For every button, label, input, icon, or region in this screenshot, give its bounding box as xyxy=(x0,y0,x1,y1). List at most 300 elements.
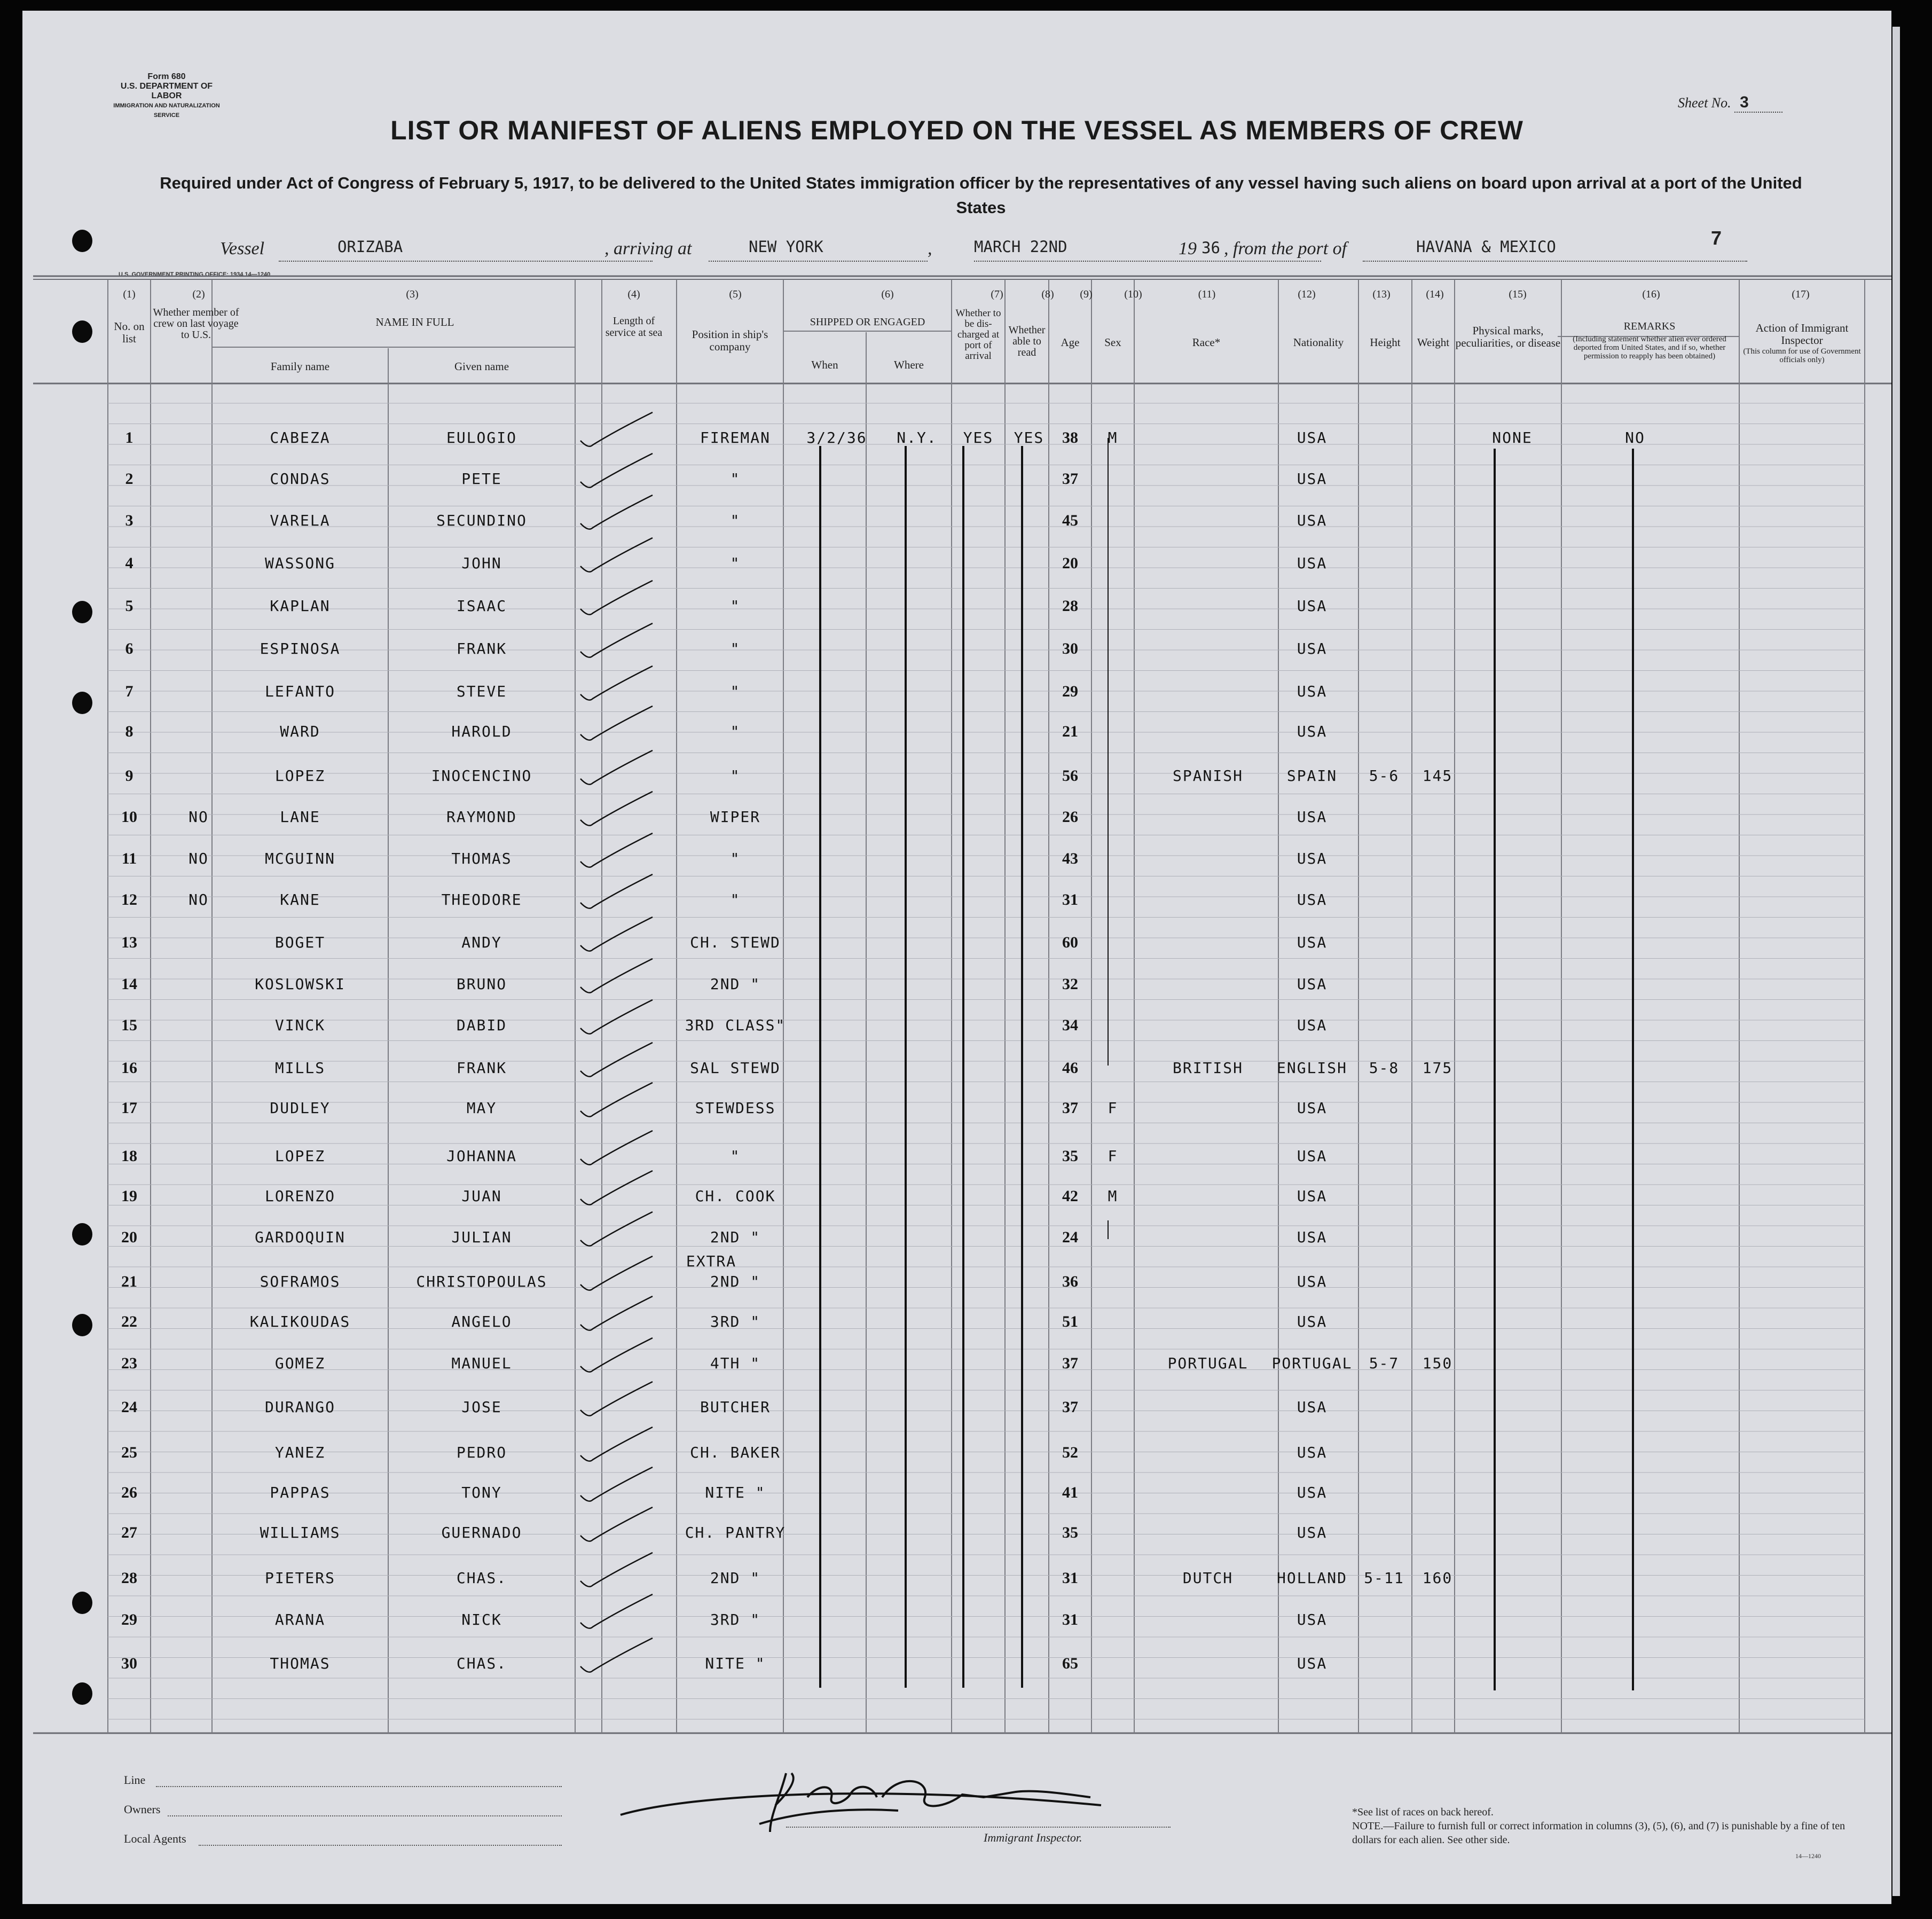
cell-position-note: EXTRA xyxy=(686,1252,737,1270)
cell-position: 2ND " xyxy=(710,975,761,993)
cell-nationality: USA xyxy=(1297,1655,1328,1672)
cell-given-name: ANGELO xyxy=(451,1313,512,1330)
cell-family-name: DURANGO xyxy=(264,1398,335,1416)
colnum-7: (7) xyxy=(991,288,1003,300)
cell-age: 35 xyxy=(1062,1147,1078,1165)
cell-position: " xyxy=(730,640,741,657)
colnum-1: (1) xyxy=(123,288,136,300)
cell-given-name: THOMAS xyxy=(451,850,512,867)
cell-age: 37 xyxy=(1062,1099,1078,1117)
cell-age: 52 xyxy=(1062,1444,1078,1461)
cell-nationality: USA xyxy=(1297,1016,1328,1034)
cell-position: 2ND " xyxy=(710,1273,761,1290)
cell-position: " xyxy=(730,597,741,615)
cell-given-name: GUERNADO xyxy=(441,1524,522,1541)
table-row xyxy=(22,966,1891,1006)
cell-nationality: SPAIN xyxy=(1286,767,1338,785)
cell-age: 43 xyxy=(1062,850,1078,867)
cell-family-name: LEFANTO xyxy=(264,683,335,700)
cell-age: 41 xyxy=(1062,1484,1078,1501)
table-row xyxy=(22,1138,1891,1178)
cell-age: 36 xyxy=(1062,1273,1078,1290)
cell-age: 46 xyxy=(1062,1059,1078,1077)
year-prefix: 19 xyxy=(1179,239,1197,259)
local-agents-label: Local Agents xyxy=(124,1832,186,1845)
cell-position: " xyxy=(730,850,741,867)
sheet-number-label: Sheet No. xyxy=(1678,95,1731,111)
cell-family-name: WARD xyxy=(280,723,320,740)
cell-family-name: WILLIAMS xyxy=(260,1524,341,1541)
header-shipped-engaged: SHIPPED OR ENGAGED xyxy=(810,316,925,328)
races-note: *See list of races on back hereof. xyxy=(1352,1806,1494,1818)
cell-given-name: ISAAC xyxy=(456,597,507,615)
footnote xyxy=(1352,1805,1859,1847)
cell-age: 21 xyxy=(1062,723,1078,740)
header-weight: Weight xyxy=(1417,336,1450,349)
cell-remarks: NO xyxy=(1625,429,1645,447)
cell-race: DUTCH xyxy=(1182,1569,1234,1587)
cell-family-name: MILLS xyxy=(274,1059,326,1077)
cell-list-number: 30 xyxy=(121,1655,137,1672)
colnum-11: (11) xyxy=(1198,288,1216,300)
cell-given-name: BRUNO xyxy=(456,975,507,993)
cell-family-name: LOPEZ xyxy=(274,767,326,785)
table-row xyxy=(22,419,1891,460)
cell-position: " xyxy=(730,683,741,700)
cell-age: 24 xyxy=(1062,1228,1078,1246)
table-row xyxy=(22,1345,1891,1385)
cell-nationality: HOLLAND xyxy=(1276,1569,1347,1587)
vessel-name: ORIZABA xyxy=(279,238,653,262)
arrival-port: NEW YORK xyxy=(709,238,928,262)
cell-age: 56 xyxy=(1062,767,1078,785)
table-row xyxy=(22,757,1891,798)
table-row xyxy=(22,924,1891,965)
cell-family-name: KAPLAN xyxy=(270,597,331,615)
cell-age: 31 xyxy=(1062,891,1078,908)
cell-list-number: 24 xyxy=(121,1398,137,1416)
table-row xyxy=(22,673,1891,714)
form-code: 14—1240 xyxy=(1795,1852,1821,1860)
cell-last-voyage: NO xyxy=(189,850,209,867)
header-able-to-read: Whether able to read xyxy=(1008,324,1046,358)
cell-age: 28 xyxy=(1062,597,1078,615)
cell-nationality: USA xyxy=(1297,1484,1328,1501)
cell-list-number: 17 xyxy=(121,1099,137,1117)
cell-shipped-where: N.Y. xyxy=(897,429,937,447)
cell-given-name: INOCENCINO xyxy=(431,767,532,785)
cell-list-number: 4 xyxy=(125,554,133,572)
table-row xyxy=(22,1219,1891,1259)
cell-list-number: 19 xyxy=(121,1187,137,1205)
header-shipped-when: When xyxy=(811,358,838,371)
cell-list-number: 5 xyxy=(125,597,133,615)
table-row xyxy=(22,1560,1891,1600)
cell-given-name: JOHN xyxy=(461,554,502,572)
cell-given-name: HAROLD xyxy=(451,723,512,740)
cell-list-number: 3 xyxy=(125,512,133,529)
table-row xyxy=(22,1645,1891,1686)
colnum-2: (2) xyxy=(192,288,205,300)
cell-able-to-read: YES xyxy=(1014,429,1044,447)
cell-position: 3RD " xyxy=(710,1313,761,1330)
cell-list-number: 7 xyxy=(125,683,133,700)
cell-age: 38 xyxy=(1062,429,1078,447)
cell-list-number: 10 xyxy=(121,808,137,826)
cell-position: CH. COOK xyxy=(695,1187,776,1205)
header-sex: Sex xyxy=(1104,336,1121,349)
header-age: Age xyxy=(1061,336,1080,349)
cell-given-name: SECUNDINO xyxy=(436,512,527,529)
cell-position: " xyxy=(730,1147,741,1165)
cell-age: 31 xyxy=(1062,1611,1078,1628)
page-title: LIST OR MANIFEST OF ALIENS EMPLOYED ON THE VESSEL AS MEMBERS OF CREW xyxy=(390,115,1523,145)
cell-family-name: LOPEZ xyxy=(274,1147,326,1165)
cell-family-name: VINCK xyxy=(274,1016,326,1034)
cell-given-name: FRANK xyxy=(456,640,507,657)
cell-nationality: USA xyxy=(1297,429,1328,447)
cell-last-voyage: NO xyxy=(189,891,209,908)
cell-position: CH. PANTRY xyxy=(685,1524,786,1541)
cell-nationality: USA xyxy=(1297,850,1328,867)
cell-list-number: 23 xyxy=(121,1354,137,1372)
cell-position: NITE " xyxy=(705,1484,766,1501)
cell-given-name: DABID xyxy=(456,1016,507,1034)
cell-given-name: MAY xyxy=(466,1099,497,1117)
cell-age: 51 xyxy=(1062,1313,1078,1330)
table-row xyxy=(22,881,1891,922)
header-list-number: No. on list xyxy=(114,320,145,345)
local-agents-field xyxy=(199,1844,562,1846)
cell-age: 37 xyxy=(1062,1354,1078,1372)
inspector-signature-line xyxy=(786,1826,1171,1828)
cell-list-number: 22 xyxy=(121,1313,137,1330)
cell-position: " xyxy=(730,512,741,529)
cell-position: 2ND " xyxy=(710,1228,761,1246)
cell-given-name: FRANK xyxy=(456,1059,507,1077)
cell-given-name: THEODORE xyxy=(441,891,522,908)
colnum-13: (13) xyxy=(1372,288,1391,300)
cell-position: 3RD CLASS" xyxy=(685,1016,786,1034)
cell-weight: 160 xyxy=(1422,1569,1453,1587)
penalty-note: NOTE.—Failure to furnish full or correct information in columns (3), (5), (6), and (7) is punishable by a fine of ten dollars for each alien. See other side. xyxy=(1352,1820,1845,1846)
form-number: Form 680 xyxy=(147,72,186,81)
colnum-10: (10) xyxy=(1124,288,1142,300)
cell-list-number: 15 xyxy=(121,1016,137,1034)
cell-age: 37 xyxy=(1062,470,1078,488)
cell-nationality: USA xyxy=(1297,1228,1328,1246)
cell-family-name: ESPINOSA xyxy=(260,640,341,657)
cell-position: 4TH " xyxy=(710,1354,761,1372)
table-row xyxy=(22,1178,1891,1218)
header-position: Position in ship's company xyxy=(692,328,768,353)
header-length-of-service: Length of service at sea xyxy=(605,315,663,339)
cell-shipped-when: 3/2/36 xyxy=(806,429,867,447)
cell-given-name: JULIAN xyxy=(451,1228,512,1246)
line-label: Line xyxy=(124,1773,146,1787)
cell-position: 3RD " xyxy=(710,1611,761,1628)
cell-given-name: CHAS. xyxy=(456,1655,507,1672)
cell-position: CH. STEWD xyxy=(690,934,781,951)
colnum-4: (4) xyxy=(627,288,640,300)
vessel-label: Vessel xyxy=(220,239,265,259)
cell-given-name: PEDRO xyxy=(456,1444,507,1461)
cell-list-number: 29 xyxy=(121,1611,137,1628)
cell-nationality: USA xyxy=(1297,554,1328,572)
cell-physical-marks: NONE xyxy=(1492,429,1533,447)
colnum-12: (12) xyxy=(1298,288,1316,300)
cell-list-number: 28 xyxy=(121,1569,137,1587)
table-row xyxy=(22,502,1891,543)
voyage-line: Vessel ORIZABA , arriving at NEW YORK , MARCH 22ND 19 36 , from the port of HAVANA & MEXICO xyxy=(220,238,1737,264)
year-suffix: 36 xyxy=(1201,239,1220,257)
header-remarks: REMARKS xyxy=(1623,320,1676,332)
cell-nationality: USA xyxy=(1297,1147,1328,1165)
cell-sex: M xyxy=(1108,1187,1118,1205)
cell-family-name: LANE xyxy=(280,808,320,826)
cell-family-name: MCGUINN xyxy=(264,850,335,867)
cell-height: 5-8 xyxy=(1369,1059,1400,1077)
cell-given-name: JOSE xyxy=(461,1398,502,1416)
cell-nationality: USA xyxy=(1297,1313,1328,1330)
cell-race: PORTUGAL xyxy=(1167,1354,1248,1372)
cell-age: 42 xyxy=(1062,1187,1078,1205)
colnum-8: (8) xyxy=(1041,288,1054,300)
header-name-in-full: NAME IN FULL xyxy=(375,316,454,328)
table-row xyxy=(22,1389,1891,1429)
cell-list-number: 1 xyxy=(125,429,133,447)
cell-position: " xyxy=(730,723,741,740)
cell-race: SPANISH xyxy=(1172,767,1243,785)
table-row xyxy=(22,545,1891,585)
cell-given-name: CHRISTOPOULAS xyxy=(416,1273,547,1290)
cell-position: SAL STEWD xyxy=(690,1059,781,1077)
cell-family-name: CONDAS xyxy=(270,470,331,488)
cell-list-number: 11 xyxy=(121,850,137,867)
table-row xyxy=(22,588,1891,628)
table-row xyxy=(22,798,1891,839)
header-family-name: Family name xyxy=(270,360,330,373)
cell-given-name: MANUEL xyxy=(451,1354,512,1372)
cell-family-name: YANEZ xyxy=(274,1444,326,1461)
arrival-month-day: MARCH 22ND xyxy=(974,238,1067,256)
header-physical-marks: Physical marks, peculiarities, or disease xyxy=(1455,324,1561,349)
cell-given-name: STEVE xyxy=(456,683,507,700)
cell-nationality: USA xyxy=(1297,891,1328,908)
inspector-signature xyxy=(621,1773,1101,1832)
cell-age: 31 xyxy=(1062,1569,1078,1587)
cell-nationality: USA xyxy=(1297,597,1328,615)
cell-family-name: KANE xyxy=(280,891,320,908)
cell-list-number: 8 xyxy=(125,723,133,740)
header-remarks-note: (Including statement whether alien ever ordered deported from United States, and if so, whether permission to reapply has been obtained) xyxy=(1573,335,1726,361)
table-row xyxy=(22,713,1891,754)
header-last-voyage: Whether member of crew on last voyage to U.S. xyxy=(153,307,239,341)
cell-family-name: PIETERS xyxy=(264,1569,335,1587)
cell-position: CH. BAKER xyxy=(690,1444,781,1461)
cell-nationality: USA xyxy=(1297,1611,1328,1628)
cell-family-name: PAPPAS xyxy=(270,1484,331,1501)
cell-sex: M xyxy=(1108,429,1118,447)
cell-given-name: NICK xyxy=(461,1611,502,1628)
cell-position: WIPER xyxy=(710,808,761,826)
header-inspector-action: Action of Immigrant Inspector xyxy=(1755,322,1849,347)
header-inspector-note: (This column for use of Government officials only) xyxy=(1743,347,1861,364)
colnum-17: (17) xyxy=(1792,288,1810,300)
cell-position: " xyxy=(730,470,741,488)
cell-position: 2ND " xyxy=(710,1569,761,1587)
cell-nationality: USA xyxy=(1297,723,1328,740)
cell-given-name: PETE xyxy=(461,470,502,488)
printer-imprint: U.S. GOVERNMENT PRINTING OFFICE: 1934 14—1240 xyxy=(119,271,271,278)
colnum-3: (3) xyxy=(406,288,419,300)
cell-list-number: 12 xyxy=(121,891,137,908)
cell-family-name: KALIKOUDAS xyxy=(249,1313,351,1330)
cell-nationality: USA xyxy=(1297,1444,1328,1461)
cell-age: 26 xyxy=(1062,808,1078,826)
cell-height: 5-7 xyxy=(1369,1354,1400,1372)
cell-discharged: YES xyxy=(963,429,994,447)
cell-list-number: 21 xyxy=(121,1273,137,1290)
cell-family-name: SOFRAMOS xyxy=(260,1273,341,1290)
cell-position: BUTCHER xyxy=(700,1398,771,1416)
table-row xyxy=(22,1434,1891,1475)
arriving-label: , arriving at xyxy=(604,239,692,259)
colnum-9: (9) xyxy=(1080,288,1093,300)
cell-nationality: USA xyxy=(1297,512,1328,529)
table-row xyxy=(22,1252,1891,1304)
cell-height: 5-11 xyxy=(1364,1569,1404,1587)
cell-nationality: USA xyxy=(1297,1524,1328,1541)
manifest-sheet xyxy=(22,11,1891,1904)
cell-race: BRITISH xyxy=(1172,1059,1243,1077)
cell-nationality: USA xyxy=(1297,808,1328,826)
header-race: Race* xyxy=(1192,336,1221,349)
cell-age: 32 xyxy=(1062,975,1078,993)
header-nationality: Nationality xyxy=(1293,336,1344,349)
cell-family-name: DUDLEY xyxy=(270,1099,331,1117)
cell-sex: F xyxy=(1108,1099,1118,1117)
page-subtitle: Required under Act of Congress of February 5, 1917, to be delivered to the United States immigration officer by the representatives of any vessel having such aliens on board upon arrival at a port of the United States xyxy=(160,174,1802,217)
cell-given-name: RAYMOND xyxy=(446,808,517,826)
cell-given-name: CHAS. xyxy=(456,1569,507,1587)
cell-nationality: USA xyxy=(1297,975,1328,993)
cell-given-name: TONY xyxy=(461,1484,502,1501)
header-discharged: Whether to be dis-charged at port of arrival xyxy=(955,308,1001,362)
header-shipped-where: Where xyxy=(894,358,924,371)
cell-family-name: BOGET xyxy=(274,934,326,951)
cell-list-number: 20 xyxy=(121,1228,137,1246)
table-row xyxy=(22,1049,1891,1090)
cell-family-name: VARELA xyxy=(270,512,331,529)
cell-nationality: USA xyxy=(1297,683,1328,700)
cell-nationality: USA xyxy=(1297,1398,1328,1416)
cell-age: 65 xyxy=(1062,1655,1078,1672)
cell-given-name: JOHANNA xyxy=(446,1147,517,1165)
cell-age: 35 xyxy=(1062,1524,1078,1541)
cell-family-name: CABEZA xyxy=(270,429,331,447)
owners-label: Owners xyxy=(124,1803,161,1816)
table-row xyxy=(22,1303,1891,1344)
cell-family-name: GOMEZ xyxy=(274,1354,326,1372)
cell-nationality: USA xyxy=(1297,1187,1328,1205)
cell-list-number: 9 xyxy=(125,767,133,785)
cell-age: 60 xyxy=(1062,934,1078,951)
cell-family-name: WASSONG xyxy=(264,554,335,572)
colnum-15: (15) xyxy=(1509,288,1527,300)
line-field xyxy=(156,1785,562,1787)
cell-given-name: JUAN xyxy=(461,1187,502,1205)
cell-list-number: 18 xyxy=(121,1147,137,1165)
cell-list-number: 14 xyxy=(121,975,137,993)
cell-list-number: 13 xyxy=(121,934,137,951)
corner-number: 7 xyxy=(1711,227,1722,249)
cell-given-name: ANDY xyxy=(461,934,502,951)
cell-list-number: 27 xyxy=(121,1524,137,1541)
cell-nationality: USA xyxy=(1297,1099,1328,1117)
cell-position: " xyxy=(730,891,741,908)
department-name: U.S. DEPARTMENT OF LABOR xyxy=(120,82,213,100)
cell-position: STEWDESS xyxy=(695,1099,776,1117)
cell-age: 45 xyxy=(1062,512,1078,529)
cell-given-name: EULOGIO xyxy=(446,429,517,447)
sheet-number-value: 3 xyxy=(1734,93,1782,113)
colnum-6: (6) xyxy=(881,288,894,300)
table-row xyxy=(22,840,1891,881)
table-row xyxy=(22,1090,1891,1130)
table-row xyxy=(22,1601,1891,1642)
origin-port: HAVANA & MEXICO xyxy=(1363,238,1747,262)
cell-age: 29 xyxy=(1062,683,1078,700)
cell-list-number: 6 xyxy=(125,640,133,657)
cell-position: " xyxy=(730,767,741,785)
cell-list-number: 25 xyxy=(121,1444,137,1461)
table-row xyxy=(22,630,1891,671)
cell-age: 37 xyxy=(1062,1398,1078,1416)
cell-list-number: 2 xyxy=(125,470,133,488)
cell-last-voyage: NO xyxy=(189,808,209,826)
cell-weight: 175 xyxy=(1422,1059,1453,1077)
from-port-label: , from the port of xyxy=(1224,239,1347,259)
header-given-name: Given name xyxy=(454,360,509,373)
cell-height: 5-6 xyxy=(1369,767,1400,785)
cell-family-name: GARDOQUIN xyxy=(255,1228,345,1246)
cell-position: FIREMAN xyxy=(700,429,771,447)
cell-family-name: LORENZO xyxy=(264,1187,335,1205)
table-row xyxy=(22,1474,1891,1515)
table-row xyxy=(22,460,1891,501)
cell-weight: 145 xyxy=(1422,767,1453,785)
cell-family-name: ARANA xyxy=(274,1611,326,1628)
colnum-5: (5) xyxy=(729,288,742,300)
cell-nationality: USA xyxy=(1297,934,1328,951)
colnum-14: (14) xyxy=(1426,288,1444,300)
cell-nationality: PORTUGAL xyxy=(1271,1354,1353,1372)
cell-position: " xyxy=(730,554,741,572)
table-row xyxy=(22,1007,1891,1047)
cell-age: 34 xyxy=(1062,1016,1078,1034)
cell-family-name: KOSLOWSKI xyxy=(255,975,345,993)
cell-family-name: THOMAS xyxy=(270,1655,331,1672)
service-name: IMMIGRATION AND NATURALIZATION SERVICE xyxy=(113,103,220,119)
colnum-16: (16) xyxy=(1642,288,1660,300)
inspector-label: Immigrant Inspector. xyxy=(984,1831,1082,1844)
header-height: Height xyxy=(1370,336,1401,349)
cell-nationality: ENGLISH xyxy=(1276,1059,1347,1077)
cell-nationality: USA xyxy=(1297,640,1328,657)
cell-nationality: USA xyxy=(1297,470,1328,488)
cell-age: 20 xyxy=(1062,554,1078,572)
